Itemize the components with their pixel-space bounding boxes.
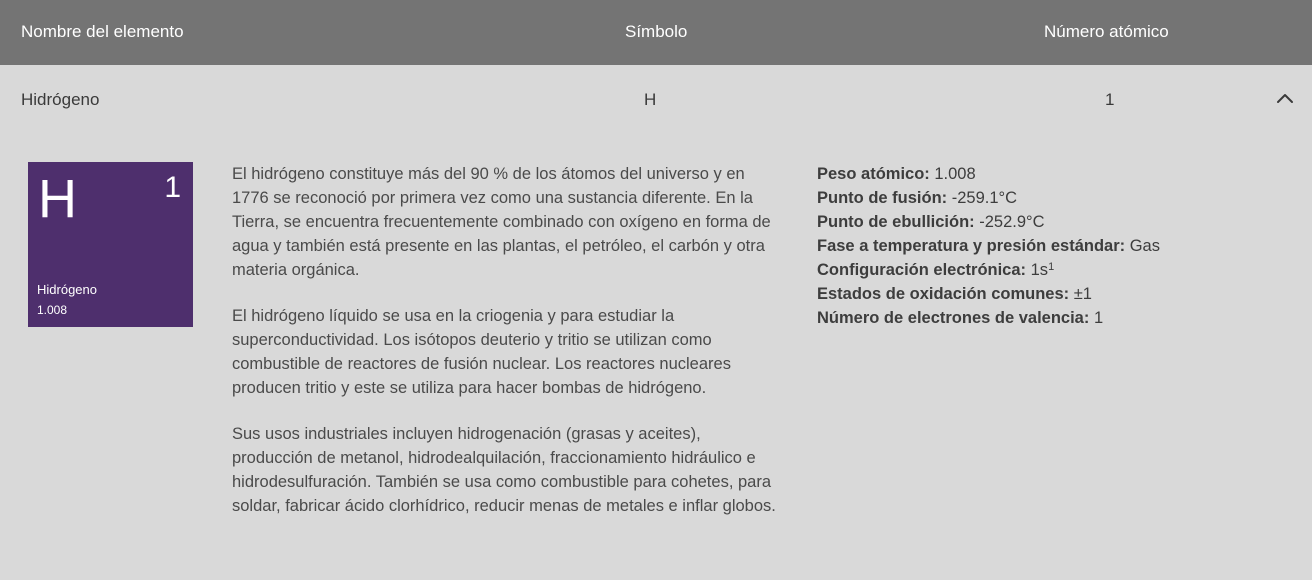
element-properties <box>817 162 1297 330</box>
row-element-symbol: H <box>644 90 657 109</box>
tile-atomic-mass: 1.008 <box>37 303 68 317</box>
row-atomic-number: 1 <box>1105 90 1115 109</box>
description-paragraph-2: El hidrógeno líquido se usa en la criogenia y para estudiar la superconductividad. Los isótopos deuterio y tritio se utilizan como combustible de reactores de fusión nuclear. Los reactores nucleares producen tritio y este se utiliza para hacer bombas de hidrógeno. <box>232 307 731 397</box>
property-superscript: 1 <box>1048 261 1055 273</box>
property-label: Configuración electrónica: <box>817 261 1027 279</box>
property-electron-configuration <box>817 258 1297 282</box>
property-value: 1 <box>1093 309 1104 327</box>
tile-element-name: Hidrógeno <box>37 282 97 297</box>
property-label: Fase a temperatura y presión estándar: <box>817 237 1126 255</box>
property-boiling-point <box>817 210 1297 234</box>
table-row-hydrogen[interactable] <box>0 65 1312 133</box>
element-tile <box>28 162 193 327</box>
element-details-panel <box>0 133 1312 580</box>
property-label: Punto de fusión: <box>817 189 948 207</box>
column-header-atomic-number: Número atómico <box>1044 22 1169 41</box>
description-paragraph-1: El hidrógeno constituye más del 90 % de los átomos del universo y en 1776 se reconoció por primera vez como una sustancia diferente. En la Tierra, se encuentra frecuentemente combinado con oxígeno en forma de agua y también está presente en las plantas, el petróleo, el carbón y otra materia orgánica. <box>232 165 771 279</box>
property-value: 1s <box>1030 261 1049 279</box>
description-paragraph-3: Sus usos industriales incluyen hidrogenación (grasas y aceites), producción de metanol, hidrodealquilación, fraccionamiento hidráulico e hidrodesulfuración. También se usa como combustible para cohetes, para soldar, fabricar ácido clorhídrico, reducir menas de metales e inflar globos. <box>232 425 776 515</box>
property-value: -259.1°C <box>951 189 1018 207</box>
column-header-name: Nombre del elemento <box>21 22 184 41</box>
property-phase <box>817 234 1297 258</box>
property-label: Número de electrones de valencia: <box>817 309 1090 327</box>
property-valence-electrons <box>817 306 1297 330</box>
table-header <box>0 0 1312 65</box>
property-value: ±1 <box>1073 285 1092 303</box>
property-value: 1.008 <box>934 165 976 183</box>
property-label: Punto de ebullición: <box>817 213 975 231</box>
property-value: -252.9°C <box>979 213 1045 231</box>
property-oxidation-states <box>817 282 1297 306</box>
property-atomic-weight <box>817 162 1297 186</box>
tile-symbol: H <box>38 169 77 229</box>
chevron-up-icon <box>1276 92 1294 104</box>
property-melting-point <box>817 186 1297 210</box>
property-label: Peso atómico: <box>817 165 930 183</box>
collapse-toggle-button[interactable] <box>1271 87 1299 109</box>
tile-atomic-number: 1 <box>164 171 181 204</box>
column-header-symbol: Símbolo <box>625 22 688 41</box>
property-label: Estados de oxidación comunes: <box>817 285 1070 303</box>
row-element-name: Hidrógeno <box>21 90 100 109</box>
property-value: Gas <box>1129 237 1160 255</box>
element-description <box>232 162 782 540</box>
